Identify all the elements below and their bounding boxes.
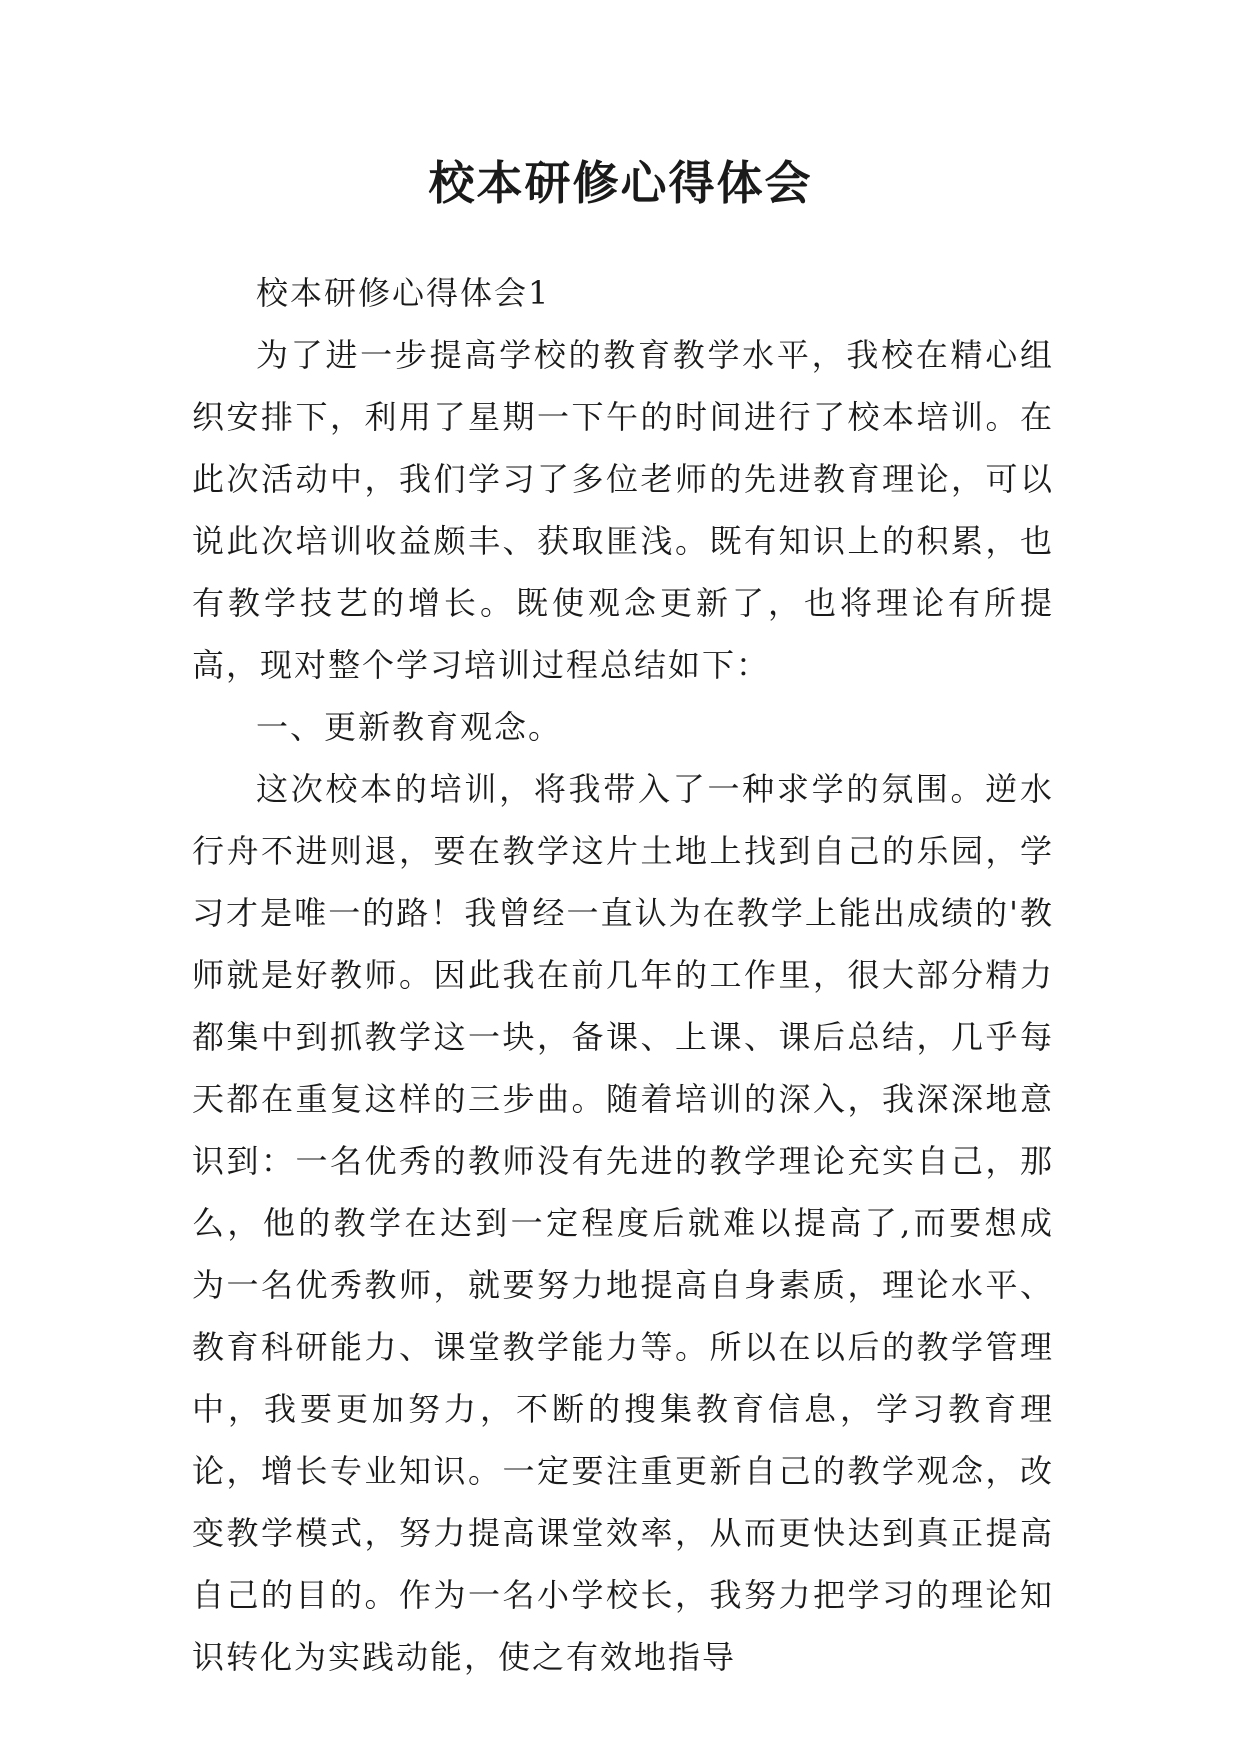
section-heading: 校本研修心得体会1 bbox=[256, 274, 551, 312]
document-body bbox=[192, 262, 1054, 1688]
paragraph-body: 这次校本的培训，将我带入了一种求学的氛围。逆水行舟不进则退，要在教学这片土地上找到自己的乐园，学习才是唯一的路！我曾经一直认为在教学上能出成绩的'教师就是好教师。因此我在前几年的工作里，很大部分精力都集中到抓教学这一块，备课、上课、课后总结，几乎每天都在重复这样的三步曲。随着培训的深入，我深深地意识到：一名优秀的教师没有先进的教学理论充实自己，那么，他的教学在达到一定程度后就难以提高了,而要想成为一名优秀教师，就要努力地提高自身素质，理论水平、教育科研能力、课堂教学能力等。所以在以后的教学管理中，我要更加努力，不断的搜集教育信息，学习教育理论，增长专业知识。一定要注重更新自己的教学观念，改变教学模式，努力提高课堂效率，从而更快达到真正提高自己的目的。作为一名小学校长，我努力把学习的理论知识转化为实践动能，使之有效地指导 bbox=[192, 770, 1054, 1676]
paragraph-intro: 为了进一步提高学校的教育教学水平，我校在精心组织安排下，利用了星期一下午的时间进行了校本培训。在此次活动中，我们学习了多位老师的先进教育理论，可以说此次培训收益颇丰、获取匪浅。既有知识上的积累，也有教学技艺的增长。既使观念更新了，也将理论有所提高，现对整个学习培训过程总结如下： bbox=[192, 336, 1054, 684]
document-title: 校本研修心得体会 bbox=[428, 156, 813, 210]
paragraph-heading-one: 一、更新教育观念。 bbox=[256, 708, 563, 746]
